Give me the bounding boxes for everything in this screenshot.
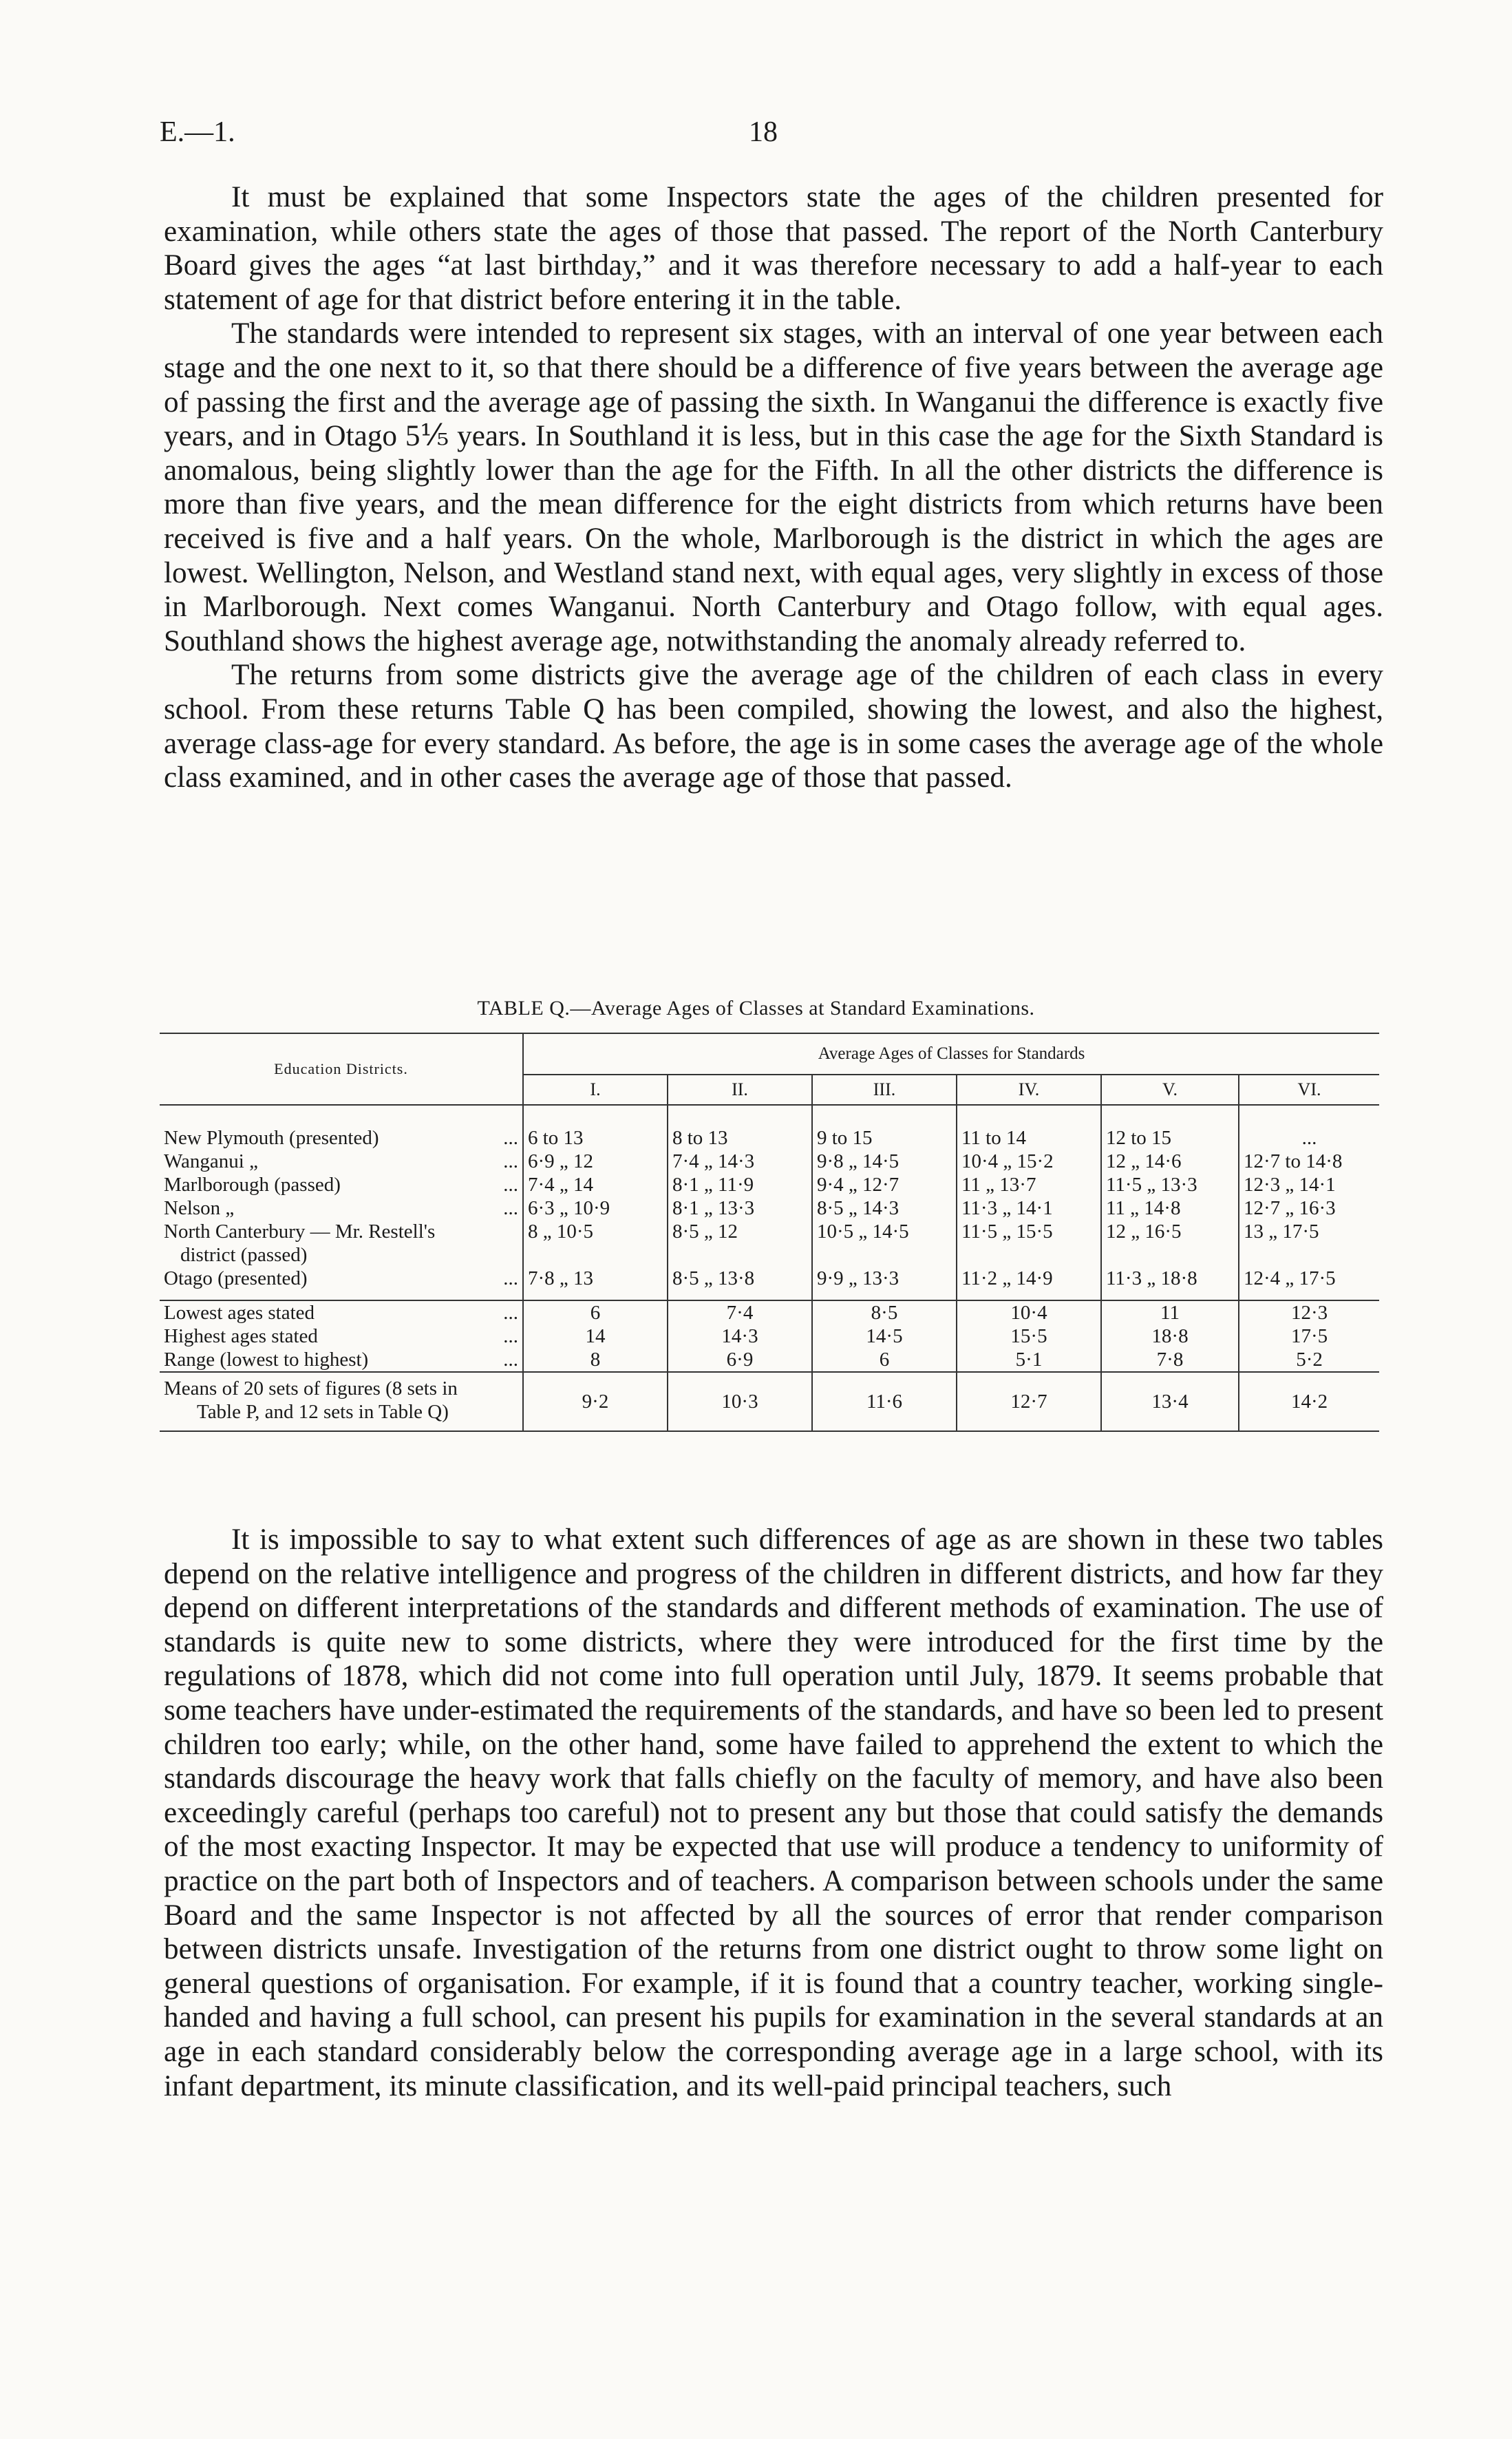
table-q (160, 1033, 1379, 1432)
table-row: Marlborough (passed) ... 7·4 „ 14 8·1 „ 11·9 9·4 „ 12·7 11 „ 13·7 11·5 „ 13·3 12·3 „ 14·1 (160, 1173, 1379, 1196)
intro-text (164, 180, 1383, 795)
table-row: Wanganui „ ... 6·9 „ 12 7·4 „ 14·3 9·8 „ 14·5 10·4 „ 15·2 12 „ 14·6 12·7 to 14·8 (160, 1150, 1379, 1173)
standard-header: III. (812, 1075, 957, 1105)
paragraph-ages-explanation: It must be explained that some Inspectors state the ages of the children presented for examination, while others state the ages of those that passed. The report of the North Canterbury Board gives the ages “at last birthday,” and it was therefore necessary to add a half-year to each statement of age for that district before entering it in the table. (164, 181, 1383, 316)
standard-header: IV. (957, 1075, 1101, 1105)
standard-header: I. (523, 1075, 668, 1105)
summary-row: Lowest ages stated ... 6 7·4 8·5 10·4 11 12·3 (160, 1300, 1379, 1324)
standards-group-header: Average Ages of Classes for Standards (523, 1033, 1379, 1075)
average-ages-table (160, 1033, 1379, 1432)
summary-row: Highest ages stated ... 14 14·3 14·5 15·5 18·8 17·5 (160, 1324, 1379, 1348)
paragraph-table-q-intro: The returns from some districts give the average age of the children of each class in every school. From these returns Table Q has been compiled, showing the lowest, and also the highest, average class-age for every standard. As before, the age is in some cases the average age of the whole class examined, and in other cases the average age of those that passed. (164, 659, 1383, 794)
paragraph-differences-of-age: It is impossible to say to what extent such differences of age as are shown in these two tables depend on the relative intelligence and progress of the children in different districts, and how far they depend on different interpretations of the standards and different methods of examination. The use of standards is quite new to some districts, where they were introduced for the first time by the regulations of 1878, which did not come into full operation until July, 1879. It seems probable that some teachers have under-estimated the requirements of the standards, and have so been led to present children too early; while, on the other hand, some have failed to apprehend the extent to which the standards discourage the heavy work that falls chiefly on the faculty of memory, and have also been exceedingly careful (perhaps too careful) not to present any but those that could satisfy the demands of the most exacting Inspector. It may be expected that use will produce a tendency to uniformity of practice on the part both of Inspectors and of teachers. A comparison between schools under the same Board and the same Inspector is not affected by all the sources of error that render comparison between districts unsafe. Investigation of the returns from one district ought to throw some light on general questions of organisation. For example, if it is found that a country teacher, working single-handed and having a full school, can present his pupils for examination in the several standards at an age in each standard considerably below the corresponding average age in a large school, with its infant department, its minute classification, and its well-paid principal teachers, such (164, 1523, 1383, 2102)
paragraph-standards-stages: The standards were intended to represent six stages, with an interval of one year between each stage and the one next to it, so that there should be a difference of five years between the average age of passing the first and the average age of passing the sixth. In Wanganui the difference is exactly five years, and in Otago 5⅕ years. In Southland it is less, but in this case the age for the Sixth Standard is anomalous, being slightly lower than the age for the Fifth. In all the other districts the difference is more than five years, and the mean difference for the eight districts from which returns have been received is five and a half years. On the whole, Marlborough is the district in which the ages are lowest. Wellington, Nelson, and Westland stand next, with equal ages, very slightly in excess of those in Marlborough. Next comes Wanganui. North Canterbury and Otago follow, with equal ages. Southland shows the highest average age, notwithstanding the anomaly already referred to. (164, 317, 1383, 657)
table-row: Otago (presented) ... 7·8 „ 13 8·5 „ 13·8 9·9 „ 13·3 11·2 „ 14·9 11·3 „ 18·8 12·4 „ 17·5 (160, 1267, 1379, 1290)
summary-row: Range (lowest to highest) ... 8 6·9 6 5·1 7·8 5·2 (160, 1348, 1379, 1372)
table-caption: TABLE Q.—Average Ages of Classes at Standard Examinations. (477, 997, 1035, 1020)
standard-header: V. (1101, 1075, 1239, 1105)
districts-column-header: Education Districts. (160, 1033, 523, 1105)
closing-text (164, 1523, 1383, 2103)
page-number: 18 (749, 116, 778, 148)
report-reference: E.—1. (160, 116, 235, 148)
table-row: New Plymouth (presented) ... 6 to 13 8 to 13 9 to 15 11 to 14 12 to 15 ... (160, 1126, 1379, 1150)
table-row: district (passed) (160, 1243, 1379, 1267)
table-row: Nelson „ ... 6·3 „ 10·9 8·1 „ 13·3 8·5 „ 14·3 11·3 „ 14·1 11 „ 14·8 12·7 „ 16·3 (160, 1196, 1379, 1220)
table-row: North Canterbury — Mr. Restell's 8 „ 10·5 8·5 „ 12 10·5 „ 14·5 11·5 „ 15·5 12 „ 16·5 13 „ 17·5 (160, 1220, 1379, 1243)
standard-header: VI. (1239, 1075, 1379, 1105)
means-row: Means of 20 sets of figures (8 sets in Table P, and 12 sets in Table Q) 9·2 10·3 11·6 12·7 13·4 14·2 (160, 1372, 1379, 1431)
standard-header: II. (668, 1075, 812, 1105)
